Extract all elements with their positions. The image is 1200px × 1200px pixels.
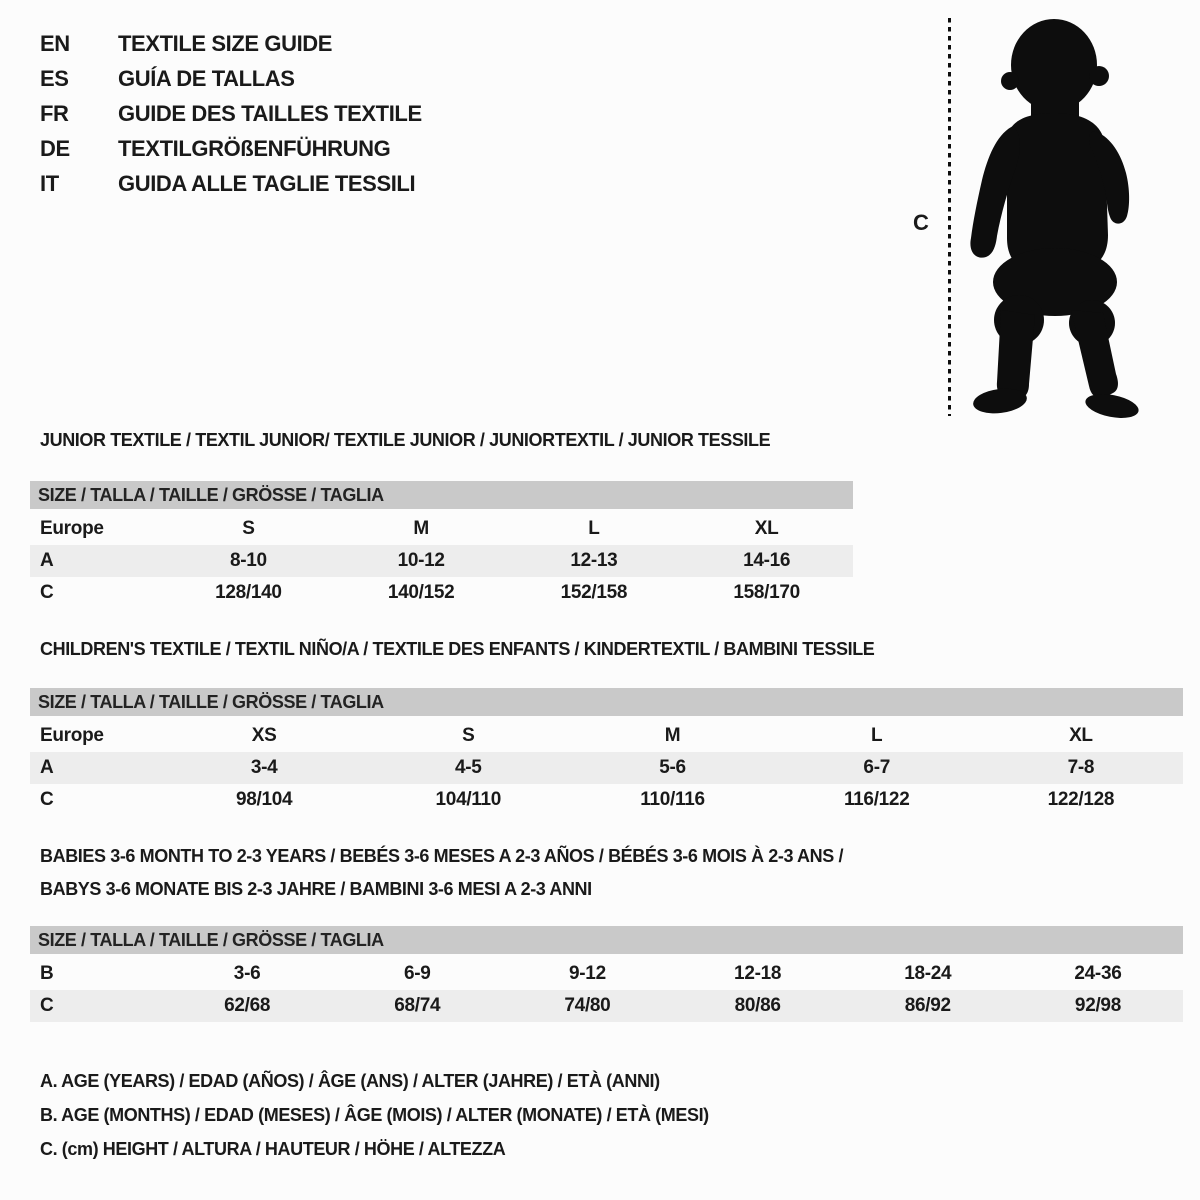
table-row: [30, 990, 1183, 1022]
table-cell: 110/116: [640, 789, 705, 810]
children-table-rows: [30, 720, 1183, 816]
table-cell: 12-18: [734, 963, 782, 984]
height-measure-label: C: [913, 210, 929, 235]
table-cell: 18-24: [904, 963, 952, 984]
table-cell: XL: [1069, 725, 1093, 746]
babies-size-table: [30, 926, 1183, 1022]
table-cell: 4-5: [455, 757, 482, 778]
language-row: [40, 131, 422, 166]
table-cell: 128/140: [215, 582, 282, 603]
table-cell: 8-10: [229, 550, 267, 571]
table-cell: XS: [251, 725, 277, 746]
children-section-title: CHILDREN'S TEXTILE / TEXTIL NIÑO/A / TEXTILE DES ENFANTS / KINDERTEXTIL / BAMBINI TESSILE: [40, 639, 875, 659]
table-cell: 12-13: [570, 550, 618, 571]
measure-legend: [40, 1064, 709, 1166]
table-cell: 86/92: [904, 995, 951, 1016]
toddler-silhouette-shape: [970, 19, 1140, 422]
table-cell: 3-4: [250, 757, 278, 778]
language-row: [40, 96, 422, 131]
language-code: DE: [40, 135, 70, 161]
table-cell: 3-6: [233, 963, 261, 984]
children-size-table: [30, 688, 1183, 816]
table-row: [30, 545, 853, 577]
row-label: A: [40, 550, 54, 571]
row-label: A: [40, 757, 54, 778]
junior-section-title: JUNIOR TEXTILE / TEXTIL JUNIOR/ TEXTILE JUNIOR / JUNIORTEXTIL / JUNIOR TESSILE: [40, 430, 771, 450]
table-cell: 122/128: [1047, 789, 1115, 810]
table-cell: 140/152: [387, 582, 455, 603]
language-title: GUIDA ALLE TAGLIE TESSILI: [118, 170, 416, 196]
legend-line-c: C. (cm) HEIGHT / ALTURA / HAUTEUR / HÖHE / ALTEZZA: [40, 1138, 506, 1159]
toddler-silhouette-image: [955, 10, 1155, 425]
table-cell: M: [413, 518, 429, 539]
size-header-bar: SIZE / TALLA / TAILLE / GRÖSSE / TAGLIA: [30, 688, 1183, 716]
junior-table-rows: [30, 513, 853, 609]
language-row: [40, 166, 422, 201]
legend-line-b: B. AGE (MONTHS) / EDAD (MESES) / ÂGE (MOIS) / ALTER (MONATE) / ETÀ (MESI): [40, 1104, 709, 1125]
table-cell: 104/110: [435, 789, 502, 810]
table-cell: 74/80: [564, 995, 611, 1016]
table-cell: M: [664, 725, 681, 746]
language-title: TEXTILE SIZE GUIDE: [118, 30, 333, 56]
table-cell: 24-36: [1074, 963, 1122, 984]
table-cell: 9-12: [569, 963, 606, 984]
language-title: TEXTILGRÖßENFÜHRUNG: [118, 135, 391, 161]
table-row: [30, 752, 1183, 784]
junior-size-table: [30, 481, 853, 609]
table-row: [30, 577, 853, 609]
table-cell: 158/170: [733, 582, 800, 603]
size-header-bar: SIZE / TALLA / TAILLE / GRÖSSE / TAGLIA: [30, 481, 853, 509]
table-row: [30, 720, 1183, 752]
row-label: Europe: [40, 518, 104, 539]
table-cell: 6-9: [403, 963, 431, 984]
language-title: GUIDE DES TAILLES TEXTILE: [118, 100, 422, 126]
table-cell: 80/86: [734, 995, 781, 1016]
table-cell: 98/104: [235, 789, 293, 810]
language-row: [40, 26, 422, 61]
table-cell: 5-6: [659, 757, 686, 778]
table-cell: 62/68: [224, 995, 271, 1016]
table-cell: 68/74: [394, 995, 441, 1016]
language-row: [40, 61, 422, 96]
table-cell: 7-8: [1067, 757, 1095, 778]
row-label: B: [40, 963, 54, 984]
language-code: EN: [40, 30, 70, 56]
row-label: C: [40, 995, 54, 1016]
table-cell: XL: [754, 518, 779, 539]
row-label: C: [40, 582, 54, 603]
table-cell: S: [462, 725, 475, 746]
table-cell: 10-12: [397, 550, 445, 571]
table-cell: L: [588, 518, 600, 539]
language-title: GUÍA DE TALLAS: [118, 65, 295, 91]
table-row: [30, 784, 1183, 816]
table-cell: 152/158: [560, 582, 628, 603]
babies-section-title-line1: BABIES 3-6 MONTH TO 2-3 YEARS / BEBÉS 3-6 MESES A 2-3 AÑOS / BÉBÉS 3-6 MOIS À 2-3 ANS /: [40, 846, 844, 866]
row-label: C: [40, 789, 54, 810]
height-measure-dashed-line: [948, 18, 951, 416]
table-cell: 92/98: [1074, 995, 1121, 1016]
size-header-bar: SIZE / TALLA / TAILLE / GRÖSSE / TAGLIA: [30, 926, 1183, 954]
table-row: [30, 958, 1183, 990]
language-code: FR: [40, 100, 69, 126]
language-code: IT: [40, 170, 59, 196]
table-cell: 14-16: [743, 550, 791, 571]
table-cell: S: [242, 518, 255, 539]
row-label: Europe: [40, 725, 104, 746]
babies-table-rows: [30, 958, 1183, 1022]
table-cell: 116/122: [843, 789, 910, 810]
legend-line-a: A. AGE (YEARS) / EDAD (AÑOS) / ÂGE (ANS) / ALTER (JAHRE) / ETÀ (ANNI): [40, 1070, 660, 1091]
babies-section-title-line2: BABYS 3-6 MONATE BIS 2-3 JAHRE / BAMBINI 3-6 MESI A 2-3 ANNI: [40, 879, 592, 899]
table-cell: 6-7: [863, 757, 890, 778]
table-cell: L: [871, 725, 883, 746]
language-code: ES: [40, 65, 69, 91]
table-row: [30, 513, 853, 545]
language-title-list: [40, 26, 422, 201]
